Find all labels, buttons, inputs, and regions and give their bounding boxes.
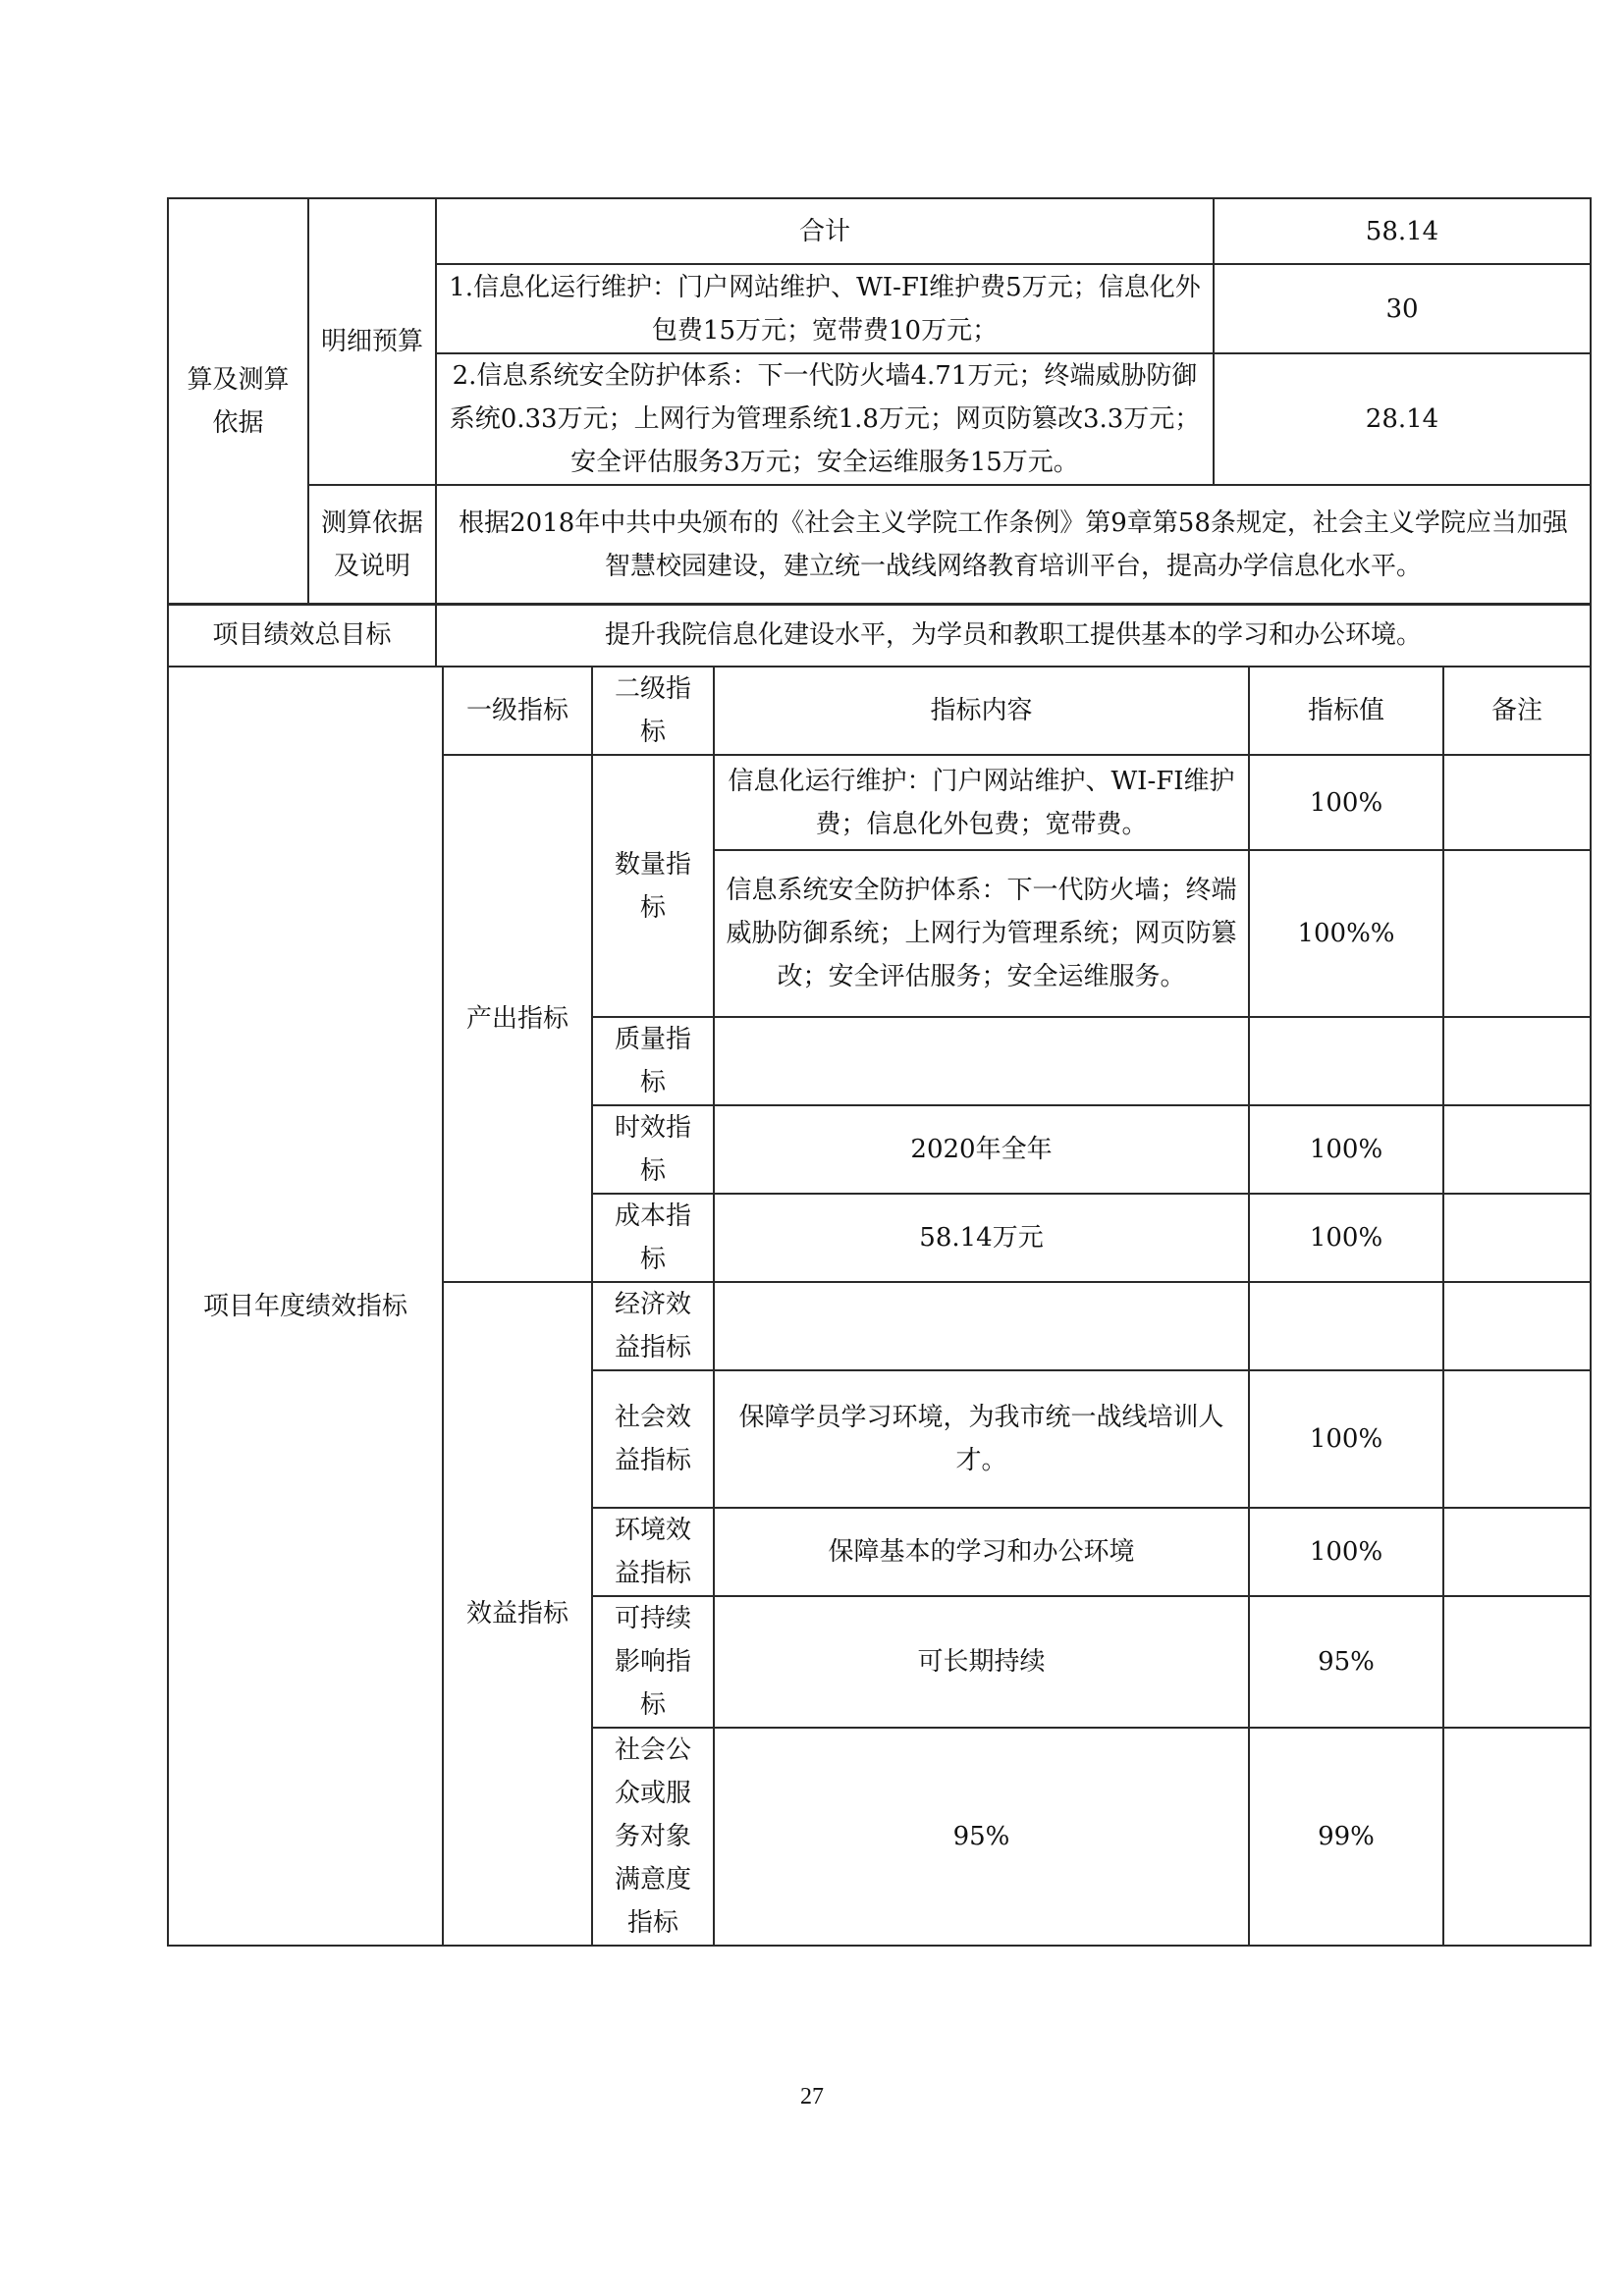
budget-item-text: 2.信息系统安全防护体系：下一代防火墙4.71万元；终端威胁防御系统0.33万元；上网行为管理系统1.8万元；网页防篡改3.3万元；安全评估服务3万元；安全运维服务15万元。 xyxy=(436,353,1214,485)
header-note: 备注 xyxy=(1443,667,1591,755)
overall-goal-label: 项目绩效总目标 xyxy=(168,604,436,667)
indicator-note xyxy=(1443,850,1591,1017)
indicator-content: 信息系统安全防护体系：下一代防火墙；终端威胁防御系统；上网行为管理系统；网页防篡改；安全评估服务；安全运维服务。 xyxy=(714,850,1249,1017)
header-content: 指标内容 xyxy=(714,667,1249,755)
level2-label: 环境效益指标 xyxy=(592,1508,714,1596)
header-level1: 一级指标 xyxy=(443,667,592,755)
detail-budget-label: 明细预算 xyxy=(308,198,436,485)
indicator-value: 100% xyxy=(1249,1194,1443,1282)
indicator-content: 信息化运行维护：门户网站维护、WI-FI维护费；信息化外包费；宽带费。 xyxy=(714,755,1249,850)
indicator-note xyxy=(1443,1596,1591,1728)
level2-label: 社会效益指标 xyxy=(592,1370,714,1508)
indicator-note xyxy=(1443,1017,1591,1105)
indicator-value xyxy=(1249,1282,1443,1370)
level2-label: 成本指标 xyxy=(592,1194,714,1282)
indicator-note xyxy=(1443,1282,1591,1370)
indicator-value: 100% xyxy=(1249,1370,1443,1508)
budget-item-value: 28.14 xyxy=(1214,353,1591,485)
indicator-content xyxy=(714,1017,1249,1105)
indicator-value: 100% xyxy=(1249,755,1443,850)
indicator-note xyxy=(1443,1194,1591,1282)
total-value: 58.14 xyxy=(1214,198,1591,264)
indicator-content: 95% xyxy=(714,1728,1249,1946)
indicator-content: 58.14万元 xyxy=(714,1194,1249,1282)
level2-label: 时效指标 xyxy=(592,1105,714,1194)
budget-item-text: 1.信息化运行维护：门户网站维护、WI-FI维护费5万元；信息化外包费15万元；宽带费10万元； xyxy=(436,264,1214,353)
indicator-note xyxy=(1443,1508,1591,1596)
indicator-value: 100% xyxy=(1249,1105,1443,1194)
indicator-note xyxy=(1443,1105,1591,1194)
indicator-value: 99% xyxy=(1249,1728,1443,1946)
budget-basis-left-label: 算及测算依据 xyxy=(168,198,308,605)
indicator-note xyxy=(1443,755,1591,850)
basis-label: 测算依据及说明 xyxy=(308,485,436,605)
indicator-note xyxy=(1443,1728,1591,1946)
indicator-value: 100%% xyxy=(1249,850,1443,1017)
level2-label: 可持续影响指标 xyxy=(592,1596,714,1728)
header-level2: 二级指标 xyxy=(592,667,714,755)
indicator-note xyxy=(1443,1370,1591,1508)
indicator-content: 保障学员学习环境，为我市统一战线培训人才。 xyxy=(714,1370,1249,1508)
benefit-indicators-label: 效益指标 xyxy=(443,1282,592,1946)
annual-indicators-label: 项目年度绩效指标 xyxy=(168,667,443,1946)
annual-indicators-table xyxy=(167,666,1592,1946)
indicator-content: 可长期持续 xyxy=(714,1596,1249,1728)
level2-label: 数量指标 xyxy=(592,755,714,1017)
header-value: 指标值 xyxy=(1249,667,1443,755)
indicator-content: 保障基本的学习和办公环境 xyxy=(714,1508,1249,1596)
budget-table xyxy=(167,197,1592,606)
overall-goal-table xyxy=(167,603,1592,667)
indicator-value: 100% xyxy=(1249,1508,1443,1596)
page-number: 27 xyxy=(800,2084,824,2109)
level2-label: 经济效益指标 xyxy=(592,1282,714,1370)
overall-goal-text: 提升我院信息化建设水平，为学员和教职工提供基本的学习和办公环境。 xyxy=(436,604,1591,667)
indicator-value xyxy=(1249,1017,1443,1105)
total-label: 合计 xyxy=(436,198,1214,264)
basis-text: 根据2018年中共中央颁布的《社会主义学院工作条例》第9章第58条规定，社会主义学院应当加强智慧校园建设，建立统一战线网络教育培训平台，提高办学信息化水平。 xyxy=(436,485,1591,605)
indicator-content: 2020年全年 xyxy=(714,1105,1249,1194)
indicator-content xyxy=(714,1282,1249,1370)
indicator-value: 95% xyxy=(1249,1596,1443,1728)
level2-label: 质量指标 xyxy=(592,1017,714,1105)
level2-label: 社会公众或服务对象满意度指标 xyxy=(592,1728,714,1946)
output-indicators-label: 产出指标 xyxy=(443,755,592,1282)
budget-item-value: 30 xyxy=(1214,264,1591,353)
